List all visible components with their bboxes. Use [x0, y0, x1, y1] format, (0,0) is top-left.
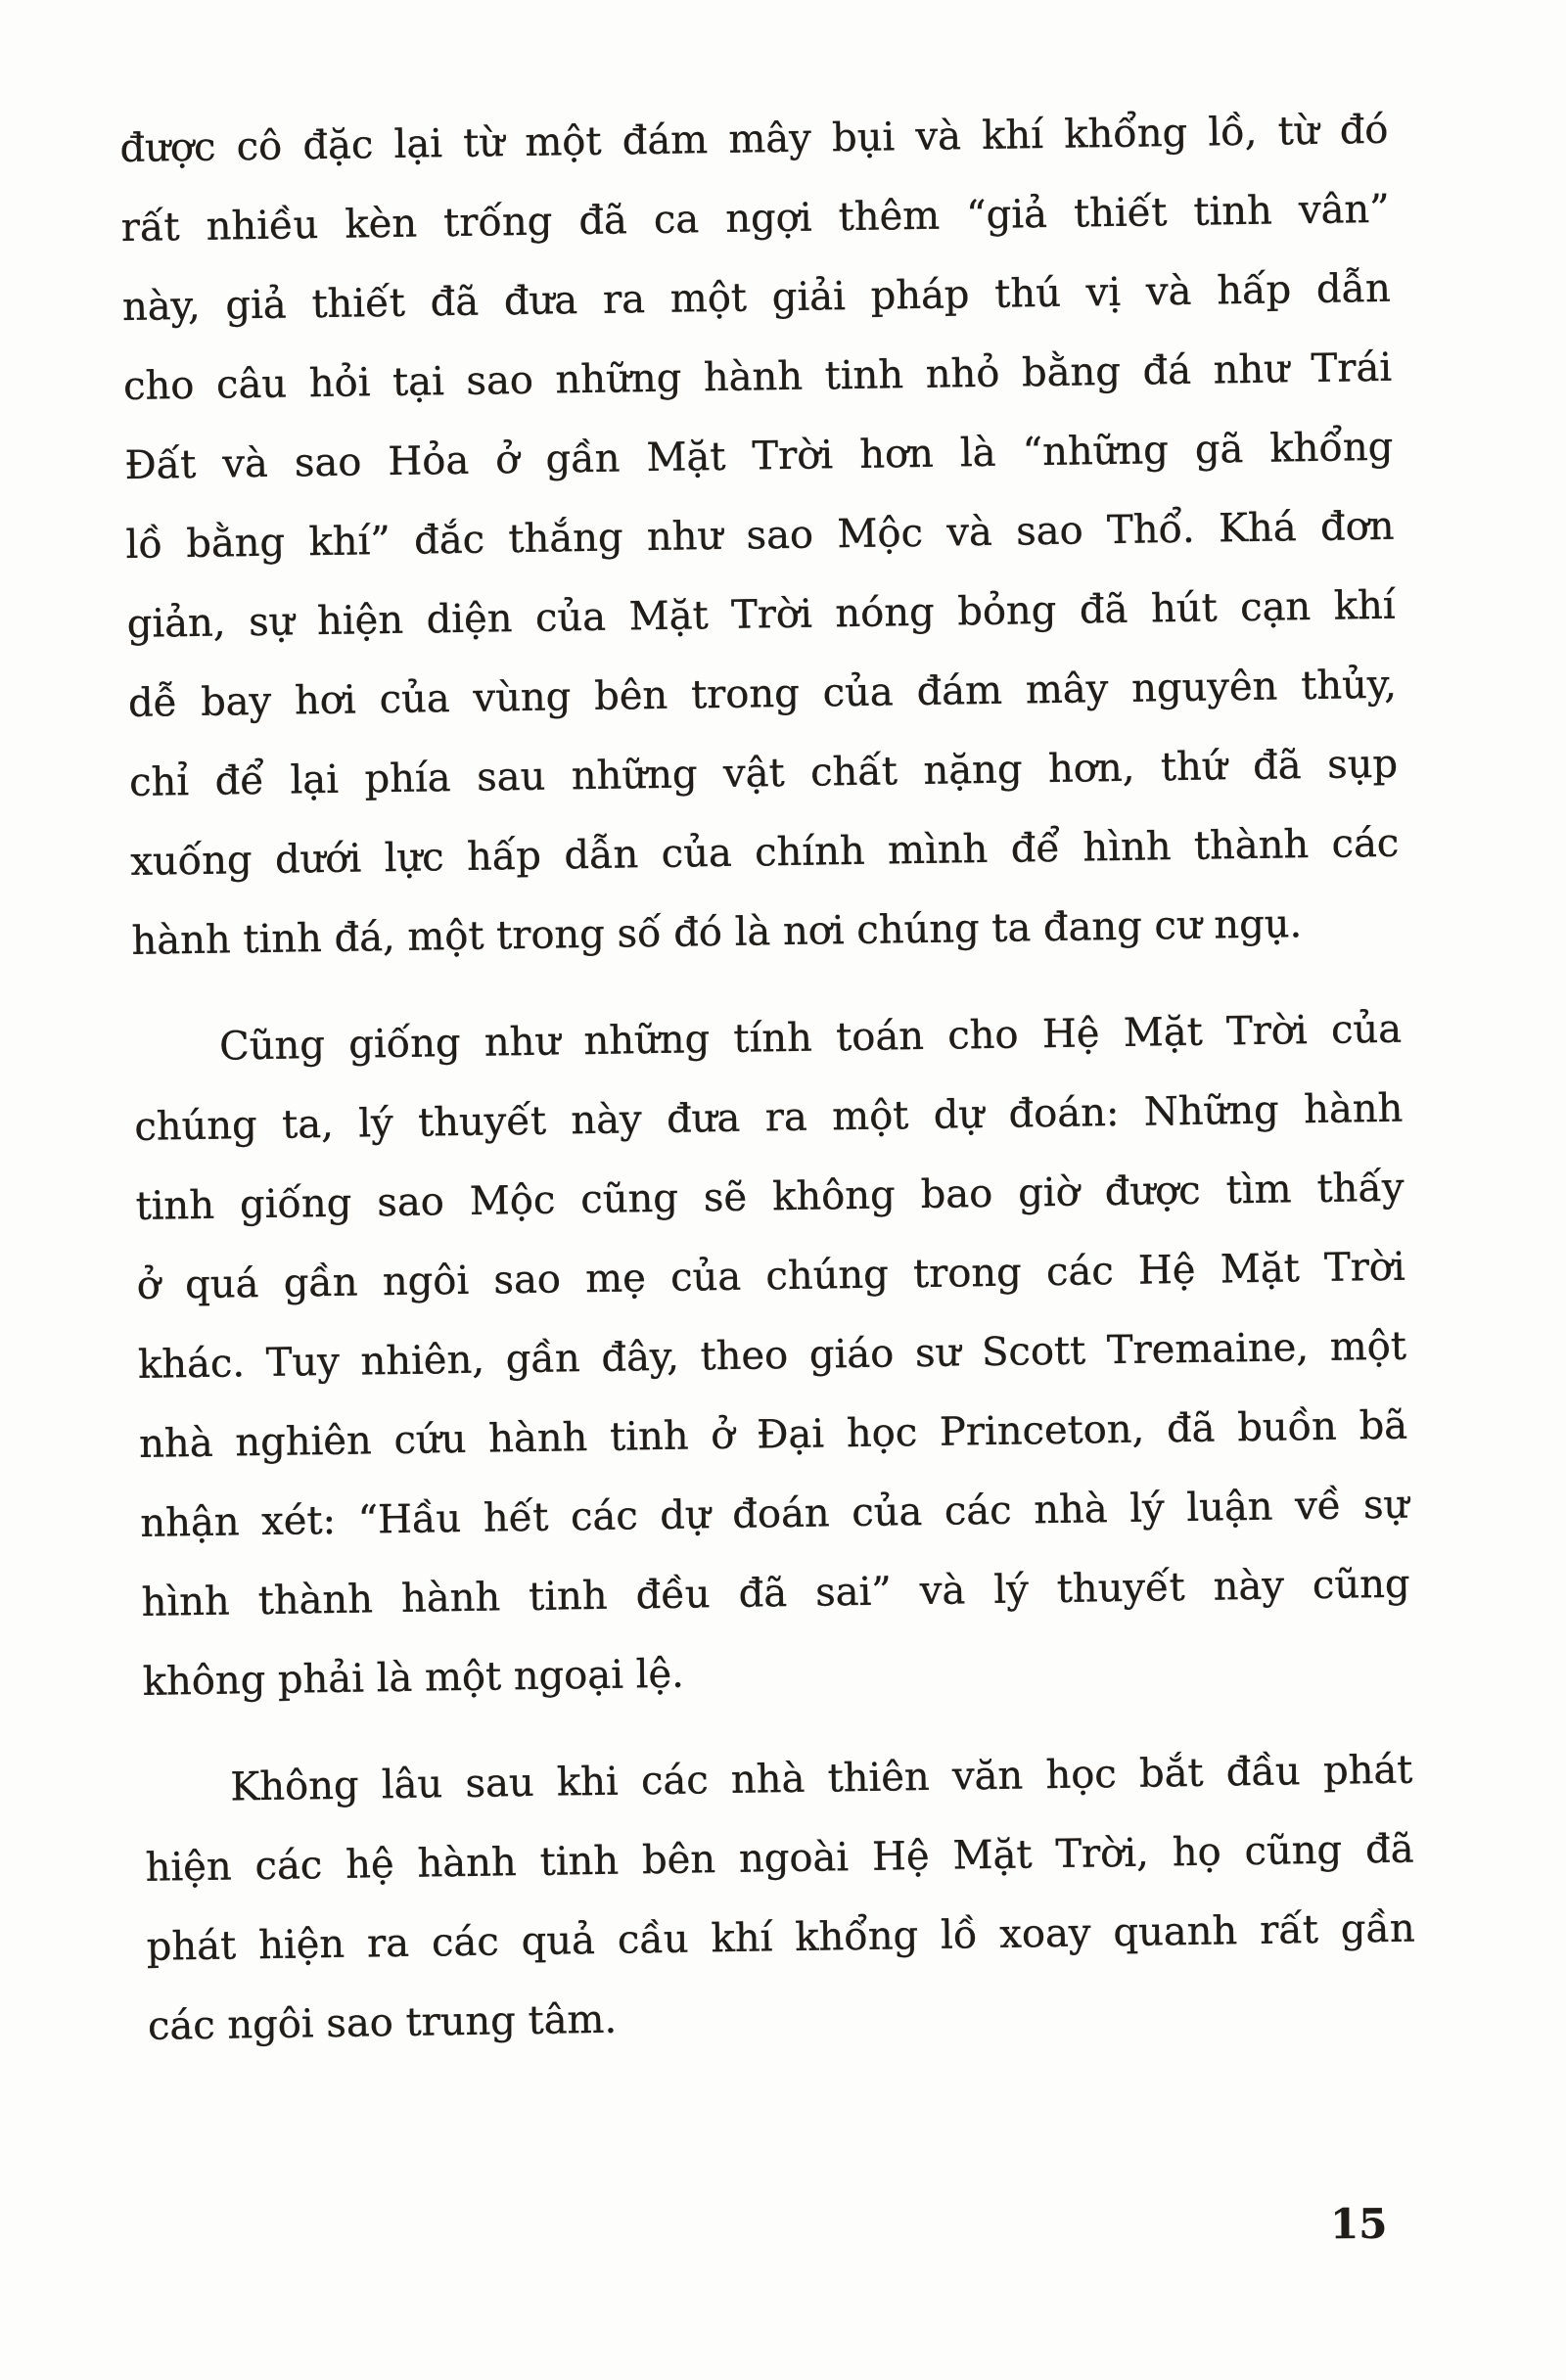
text-line: khác. Tuy nhiên, gần đây, theo giáo sư Scott Tremaine, một: [137, 1323, 1407, 1388]
text-line: rất nhiều kèn trống đã ca ngợi thêm “giả thiết tinh vân”: [120, 186, 1390, 251]
text-line: nhận xét: “Hầu hết các dự đoán của các nhà lý luận về sự: [140, 1482, 1409, 1546]
text-line: ở quá gần ngôi sao mẹ của chúng trong các Hệ Mặt Trời: [136, 1244, 1406, 1308]
text-line: này, giả thiết đã đưa ra một giải pháp thú vị và hấp dẫn: [121, 265, 1392, 330]
text-line: được cô đặc lại từ một đám mây bụi và khí khổng lồ, từ đó: [119, 107, 1389, 171]
text-line: không phải là một ngoại lệ.: [142, 1651, 685, 1705]
text-line: các ngôi sao trung tâm.: [147, 1996, 618, 2049]
text-line: cho câu hỏi tại sao những hành tinh nhỏ bằng đá như Trái: [122, 344, 1393, 409]
text-line: lồ bằng khí” đắc thắng như sao Mộc và sao Thổ. Khá đơn: [125, 503, 1395, 568]
paragraph: [119, 91, 1401, 982]
text-line: Đất và sao Hỏa ở gần Mặt Trời hơn là “những gã khổng: [124, 424, 1394, 488]
text-line: hình thành hành tinh đều đã sai” và lý thuyết này cũng: [141, 1561, 1410, 1625]
text-line: chúng ta, lý thuyết này đưa ra một dự đoán: Những hành: [134, 1085, 1404, 1150]
text-line: hành tinh đá, một trong số đó là nơi chúng ta đang cư ngụ.: [131, 901, 1303, 964]
text-line: chỉ để lại phía sau những vật chất nặng hơn, thứ đã sụp: [128, 741, 1399, 805]
paragraph: [144, 1731, 1417, 2067]
text-line: Không lâu sau khi các nhà thiên văn học bắt đầu phát: [230, 1747, 1413, 1810]
text-line: phát hiện ra các quả cầu khí khổng lồ xoay quanh rất gần: [146, 1905, 1416, 1970]
paragraphs: [119, 91, 1417, 2067]
paragraph: [133, 990, 1412, 1722]
page-text: [119, 91, 1417, 2094]
text-line: tinh giống sao Mộc cũng sẽ không bao giờ được tìm thấy: [135, 1165, 1405, 1229]
page-number: 15: [1329, 2199, 1388, 2249]
text-line: Cũng giống như những tính toán cho Hệ Mặt Trời của: [218, 1006, 1403, 1070]
text-line: dễ bay hơi của vùng bên trong của đám mây nguyên thủy,: [127, 662, 1398, 726]
text-line: hiện các hệ hành tinh bên ngoài Hệ Mặt Trời, họ cũng đã: [145, 1826, 1414, 1891]
text-line: xuống dưới lực hấp dẫn của chính mình để hình thành các: [130, 820, 1400, 885]
text-line: nhà nghiên cứu hành tinh ở Đại học Princeton, đã buồn bã: [138, 1402, 1408, 1467]
text-line: giản, sự hiện diện của Mặt Trời nóng bỏng đã hút cạn khí: [126, 582, 1397, 647]
